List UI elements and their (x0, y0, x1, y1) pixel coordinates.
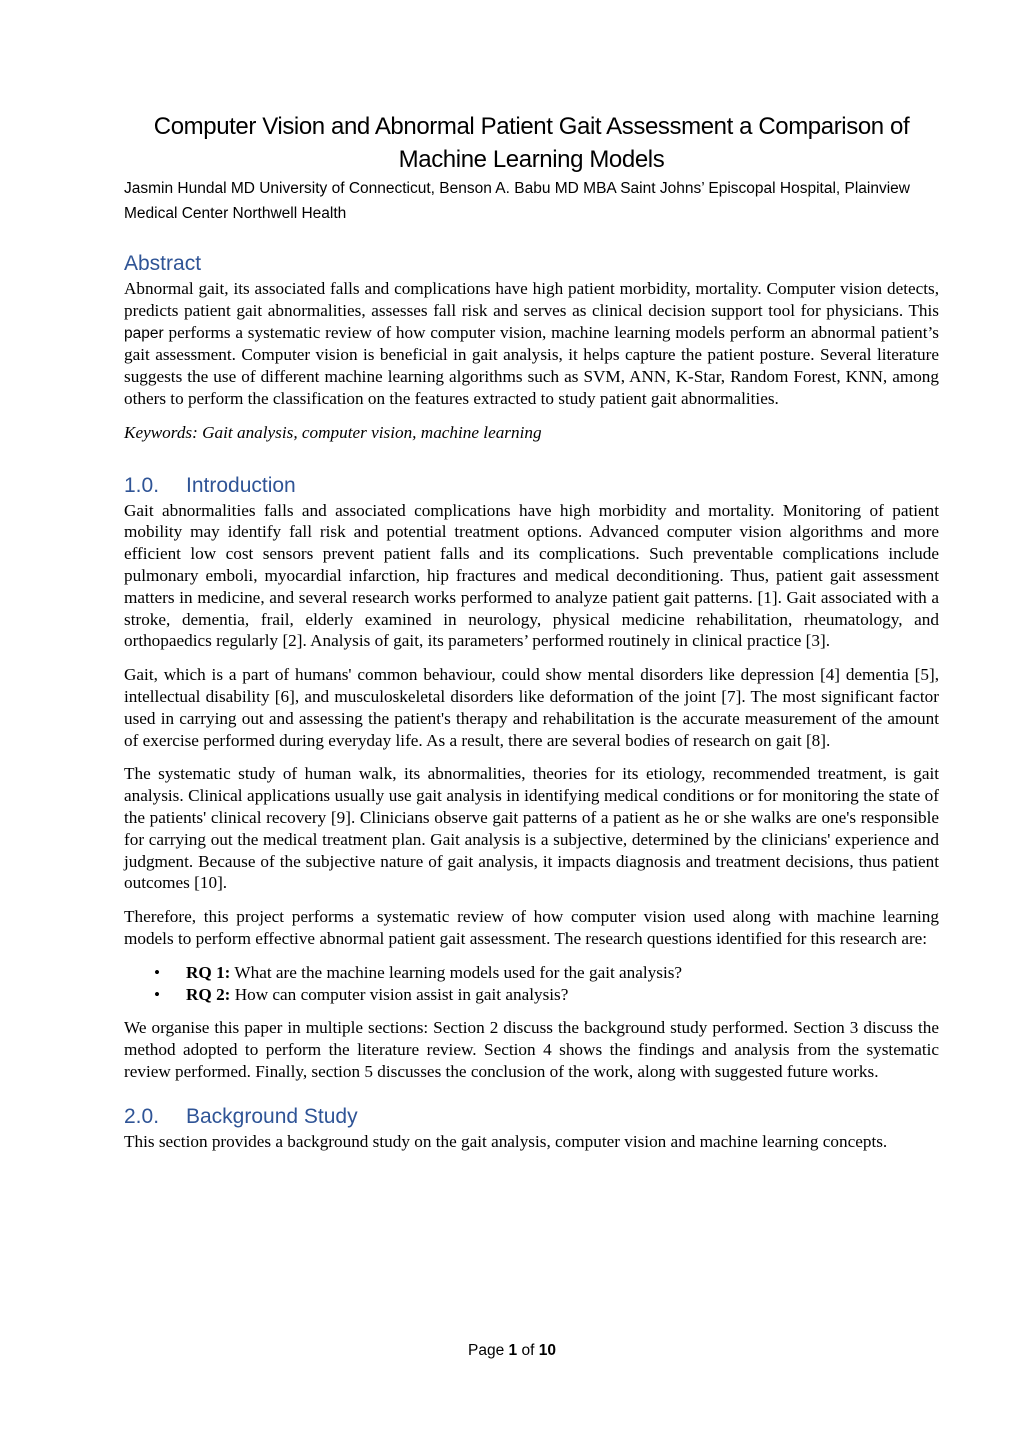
background-title: Background Study (186, 1104, 358, 1128)
abstract-text-after: performs a systematic review of how computer vision, machine learning models perform an abnormal patient’s gait assessment. Computer vision is beneficial in gait analysis, it helps capture the patient posture. Several literature suggests the use of different machine learning algorithms such as SVM, ANN, K-Star, Random Forest, KNN, among others to perform the classification on the features extracted to study patient gait abnormalities. (124, 322, 939, 408)
abstract-heading: Abstract (124, 252, 202, 275)
abstract-text-before: Abnormal gait, its associated falls and complications have high patient morbidity, mortality. Computer vision detects, predicts patient gait abnormalities, assesses fall risk and serves as clinical decision support tool for physicians. This (124, 279, 939, 320)
background-number: 2.0. (124, 1104, 160, 1128)
paper-title: Computer Vision and Abnormal Patient Gait Assessment a Comparison of Machine Learning Models (153, 113, 910, 173)
paper-page (124, 110, 939, 1165)
introduction-number: 1.0. (124, 473, 160, 497)
research-question-item (124, 984, 939, 1006)
intro-paragraph-3: The systematic study of human walk, its abnormalities, theories for its etiology, recommended treatment, is gait analysis. Clinical applications usually use gait analysis in identifying medical conditions or for monitoring the state of the patients' clinical recovery [9]. Clinicians observe gait patterns of a patient as he or she walks are one's responsible for carrying out the medical treatment plan. Gait analysis is a subjective, determined by the clinicians' experience and judgment. Because of the subjective nature of gait analysis, it impacts diagnosis and treatment decisions, thus patient outcomes [10]. (124, 764, 939, 893)
footer-page-number: 1 (508, 1342, 518, 1359)
research-question-text: What are the machine learning models used for the gait analysis? (230, 962, 683, 982)
research-question-label: RQ 2: (186, 984, 231, 1004)
keywords-line: Keywords: Gait analysis, computer vision, machine learning (124, 422, 542, 442)
introduction-title: Introduction (186, 473, 296, 497)
background-paragraph: This section provides a background study on the gait analysis, computer vision and machine learning concepts. (124, 1131, 888, 1151)
background-heading (124, 1103, 939, 1131)
footer-page-label: Page (468, 1342, 509, 1359)
intro-closing-paragraph: We organise this paper in multiple sections: Section 2 discuss the background study performed. Section 3 discuss the method adopted to perform the literature review. Section 4 shows the findings and analysis from the systematic review performed. Finally, section 5 discusses the conclusion of the work, along with suggested future works. (124, 1018, 939, 1081)
research-questions-list (124, 962, 939, 1006)
abstract-paragraph (124, 278, 939, 410)
research-question-label: RQ 1: (186, 962, 231, 982)
footer-of-label: of (517, 1342, 539, 1359)
intro-paragraph-2: Gait, which is a part of humans' common behaviour, could show mental disorders like depression [4] dementia [5], intellectual disability [6], and musculoskeletal disorders like deformation of the joint [7]. The most significant factor used in carrying out and assessing the patient's therapy and rehabilitation is the accurate measurement of the amount of exercise performed during everyday life. As a result, there are several bodies of research on gait [8]. (124, 665, 939, 750)
author-list: Jasmin Hundal MD University of Connecticut, Benson A. Babu MD MBA Saint Johns’ Episcopal Hospital, Plainview Medical Center Northwell Health (124, 180, 910, 222)
research-question-item (124, 962, 939, 984)
page-footer (0, 1342, 1024, 1360)
bullet-icon: • (154, 962, 161, 982)
intro-paragraph-4: Therefore, this project performs a systematic review of how computer vision used along with machine learning models to perform effective abnormal patient gait assessment. The research questions identified for this research are: (124, 907, 939, 948)
abstract-text-sans-word: paper (124, 324, 164, 342)
intro-paragraph-1: Gait abnormalities falls and associated complications have high morbidity and mortality. Monitoring of patient mobility may identify fall risk and potential treatment options. Advanced computer vision algorithms and more efficient low cost sensors prevent patient falls and its complications. Such preventable complications include pulmonary emboli, myocardial infarction, hip fractures and medical deconditioning. Thus, patient gait assessment matters in medicine, and several research works performed to analyze patient gait patterns. [1]. Gait associated with a stroke, dementia, frail, elderly examined in neurology, physical medicine rehabilitation, rheumatology, and orthopaedics regularly [2]. Analysis of gait, its parameters’ performed routinely in clinical practice [3]. (124, 500, 939, 651)
bullet-icon: • (154, 984, 161, 1004)
research-question-text: How can computer vision assist in gait analysis? (230, 984, 569, 1004)
introduction-heading (124, 472, 939, 500)
footer-total-pages: 10 (538, 1342, 556, 1359)
